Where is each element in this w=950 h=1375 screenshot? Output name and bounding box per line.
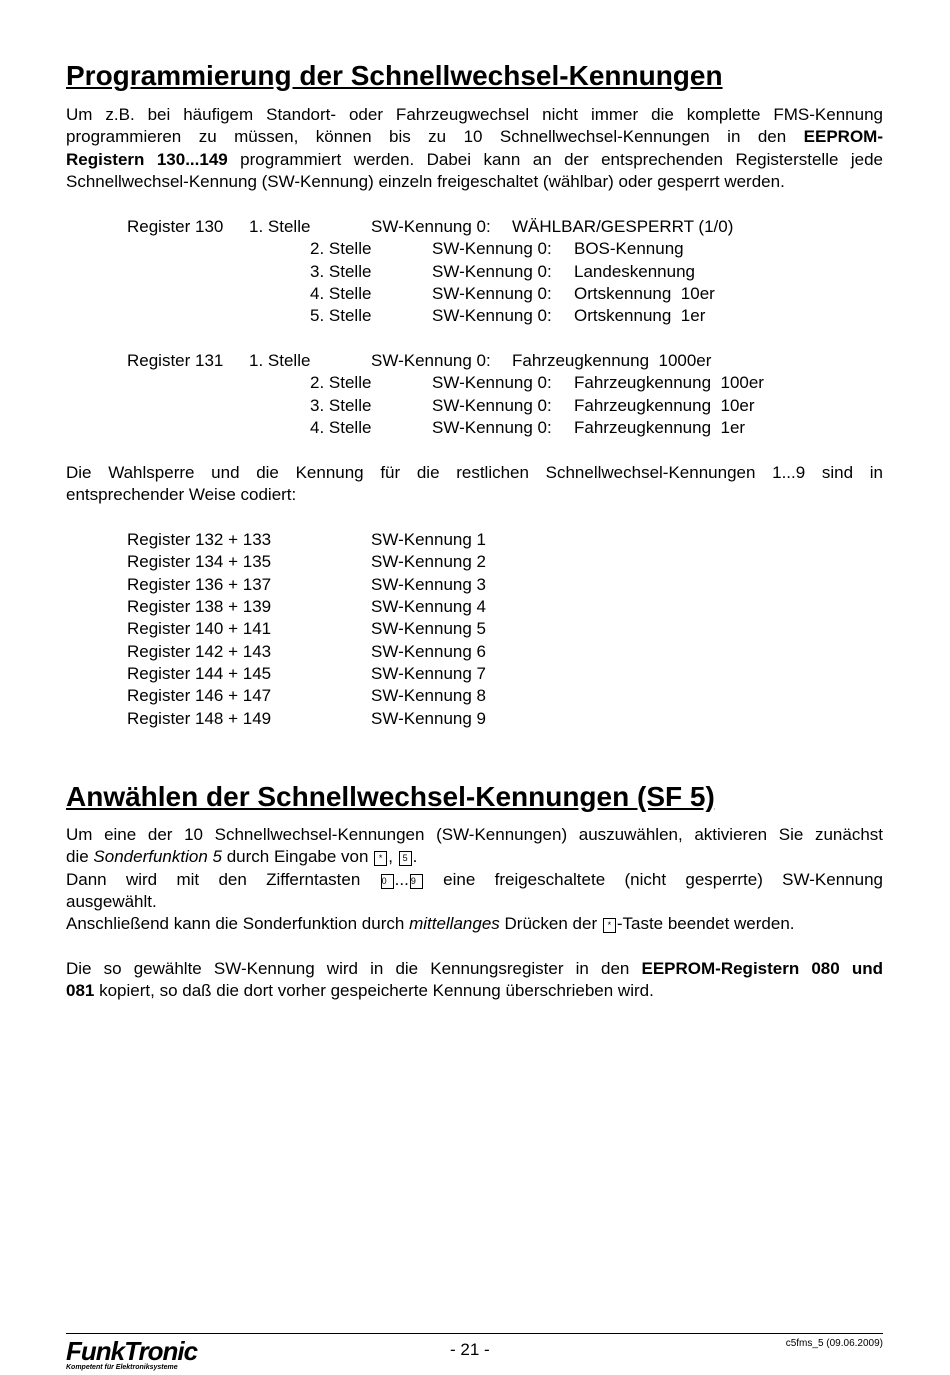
star-key-icon: * bbox=[374, 851, 387, 866]
reg130-row-5: 5. Stelle SW-Kennung 0: Ortskennung 1er bbox=[310, 306, 706, 325]
zero-key-icon: 0 bbox=[381, 874, 394, 889]
mapping-row: Register 132 + 133 SW-Kennung 1 bbox=[127, 530, 486, 549]
reg130-row-3: 3. Stelle SW-Kennung 0: Landeskennung bbox=[310, 262, 696, 281]
reg131-row-2: 2. Stelle SW-Kennung 0: Fahrzeugkennung 100er bbox=[310, 373, 764, 392]
document-reference: c5fms_5 (09.06.2009) bbox=[785, 1338, 883, 1349]
reg131-row-4: 4. Stelle SW-Kennung 0: Fahrzeugkennung 1er bbox=[310, 418, 746, 437]
mapping-row: Register 134 + 135 SW-Kennung 2 bbox=[127, 552, 486, 571]
mapping-row: Register 138 + 139 SW-Kennung 4 bbox=[127, 597, 486, 616]
wahlsperre-paragraph: Die Wahlsperre und die Kennung für die restlichen Schnellwechsel-Kennungen 1...9 sind in entsprechender Weise codiert: bbox=[66, 463, 883, 505]
reg130-row-1: Register 130 1. Stelle SW-Kennung 0: WÄHLBAR/GESPERRT (1/0) bbox=[127, 217, 734, 236]
mapping-row: Register 146 + 147 SW-Kennung 8 bbox=[127, 686, 486, 705]
page-number: - 21 - bbox=[450, 1340, 490, 1359]
reg131-row-3: 3. Stelle SW-Kennung 0: Fahrzeugkennung 10er bbox=[310, 396, 755, 415]
reg130-row-2: 2. Stelle SW-Kennung 0: BOS-Kennung bbox=[310, 239, 684, 258]
mapping-row: Register 140 + 141 SW-Kennung 5 bbox=[127, 619, 486, 638]
reg131-row-1: Register 131 1. Stelle SW-Kennung 0: Fahrzeugkennung 1000er bbox=[127, 351, 712, 370]
footer-divider bbox=[66, 1333, 883, 1334]
five-key-icon: 5 bbox=[399, 851, 412, 866]
mapping-row: Register 142 + 143 SW-Kennung 6 bbox=[127, 642, 486, 661]
star-key-icon: * bbox=[603, 918, 616, 933]
nine-key-icon: 9 bbox=[410, 874, 423, 889]
section-title-programmierung: Programmierung der Schnellwechsel-Kennungen bbox=[66, 60, 723, 91]
section-title-anwaehlen: Anwählen der Schnellwechsel-Kennungen (SF 5) bbox=[66, 781, 715, 812]
intro-paragraph: Um z.B. bei häufigem Standort- oder Fahrzeugwechsel nicht immer die komplette FMS-Kennung programmieren zu müssen, können bis zu 10 Schnellwechsel-Kennungen in den EEPROM- Registern 130...149 programmiert werden. Dabei kann an der entsprechenden Registerstelle jede Schnellwechsel-Kennung (SW-Kennung) einzeln freigeschaltet (wählbar) oder gesperrt werden. bbox=[66, 105, 884, 191]
anwaehlen-paragraph: Um eine der 10 Schnellwechsel-Kennungen (SW-Kennungen) auszuwählen, aktivieren Sie zunächst die Sonderfunktion 5 durch Eingabe von * , 5 . Dann wird mit den Zifferntasten 0 ... 9 eine freigeschaltete (nicht gesperrte) SW-Kennung ausgewählt. Anschließend kann die Sonderfunktion durch mittellanges Drücken der * -Taste beendet werden. bbox=[66, 825, 883, 934]
funktronic-logo: FunkTronic Kompetent für Elektroniksysteme bbox=[66, 1336, 198, 1371]
reg130-row-4: 4. Stelle SW-Kennung 0: Ortskennung 10er bbox=[310, 284, 715, 303]
mapping-row: Register 144 + 145 SW-Kennung 7 bbox=[127, 664, 486, 683]
mapping-row: Register 136 + 137 SW-Kennung 3 bbox=[127, 575, 486, 594]
eeprom-copy-paragraph: Die so gewählte SW-Kennung wird in die Kennungsregister in den EEPROM-Registern 080 und 081 kopiert, so daß die dort vorher gespeicherte Kennung überschrieben wird. bbox=[66, 959, 883, 1001]
mapping-row: Register 148 + 149 SW-Kennung 9 bbox=[127, 709, 486, 728]
